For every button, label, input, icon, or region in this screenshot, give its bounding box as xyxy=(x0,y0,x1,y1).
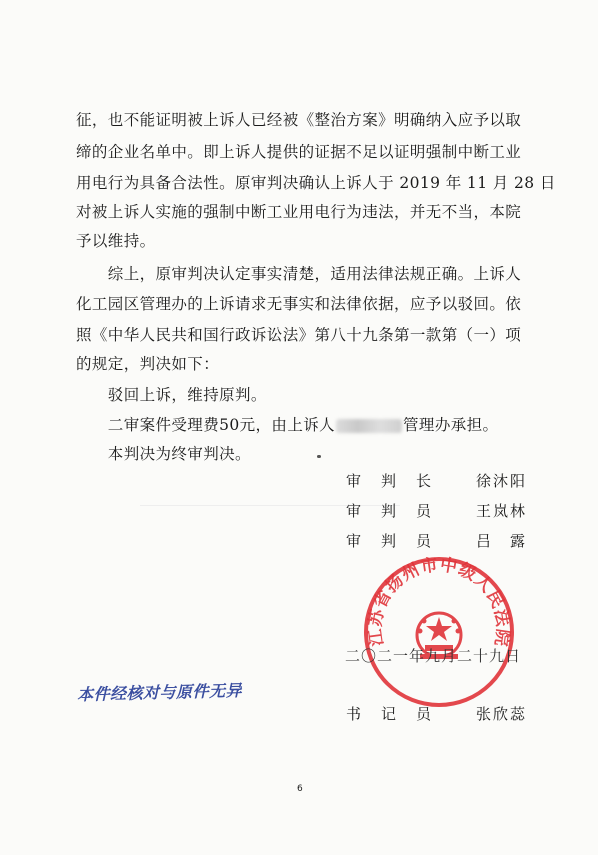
signature-name: 吕 露 xyxy=(476,532,528,550)
fee-text-before: 二审案件受理费50元，由上诉人 xyxy=(76,416,336,434)
redacted-name xyxy=(336,419,402,433)
body-line: 照《中华人民共和国行政诉讼法》第八十九条第一款第（一）项 xyxy=(76,326,522,344)
body-line: 予以维持。 xyxy=(76,232,156,250)
scan-speck xyxy=(317,455,321,458)
final-line: 本判决为终审判决。 xyxy=(76,445,251,463)
body-line: 化工园区管理办的上诉请求无事实和法律依据，应予以驳回。依 xyxy=(76,295,522,313)
signature-name: 徐沐阳 xyxy=(476,472,528,490)
certification-stamp: 本件经核对与原件无异 xyxy=(76,680,243,705)
judgment-date: 二〇二一年九月二十九日 xyxy=(345,647,522,665)
body-line: 用电行为具备合法性。原审判决确认上诉人于 2019 年 11 月 28 日 xyxy=(76,174,556,192)
signature-role: 书记员 xyxy=(346,705,452,723)
signature-role: 审判员 xyxy=(346,502,452,520)
signature-name: 王岚林 xyxy=(476,502,528,520)
court-seal xyxy=(362,555,516,709)
body-line: 缔的企业名单中。即上诉人提供的证据不足以证明强制中断工业 xyxy=(76,143,522,161)
fee-text-after: 管理办承担。 xyxy=(403,416,499,434)
signature-role: 审判员 xyxy=(346,532,452,550)
body-line: 的规定，判决如下： xyxy=(76,355,220,373)
body-line: 征，也不能证明被上诉人已经被《整治方案》明确纳入应予以取 xyxy=(76,111,522,129)
body-line: 综上，原审判决认定事实清楚，适用法律法规正确。上诉人 xyxy=(76,265,522,283)
signature-name: 张欣蕊 xyxy=(476,705,528,723)
body-line: 对被上诉人实施的强制中断工业用电行为违法，并无不当，本院 xyxy=(76,203,522,221)
signature-role: 审判长 xyxy=(346,472,452,490)
body-line: 驳回上诉，维持原判。 xyxy=(76,386,267,404)
page-number: 6 xyxy=(297,784,303,794)
fee-line xyxy=(76,415,498,435)
seal-text: 江苏省扬州市中级人民法院 xyxy=(365,555,513,649)
